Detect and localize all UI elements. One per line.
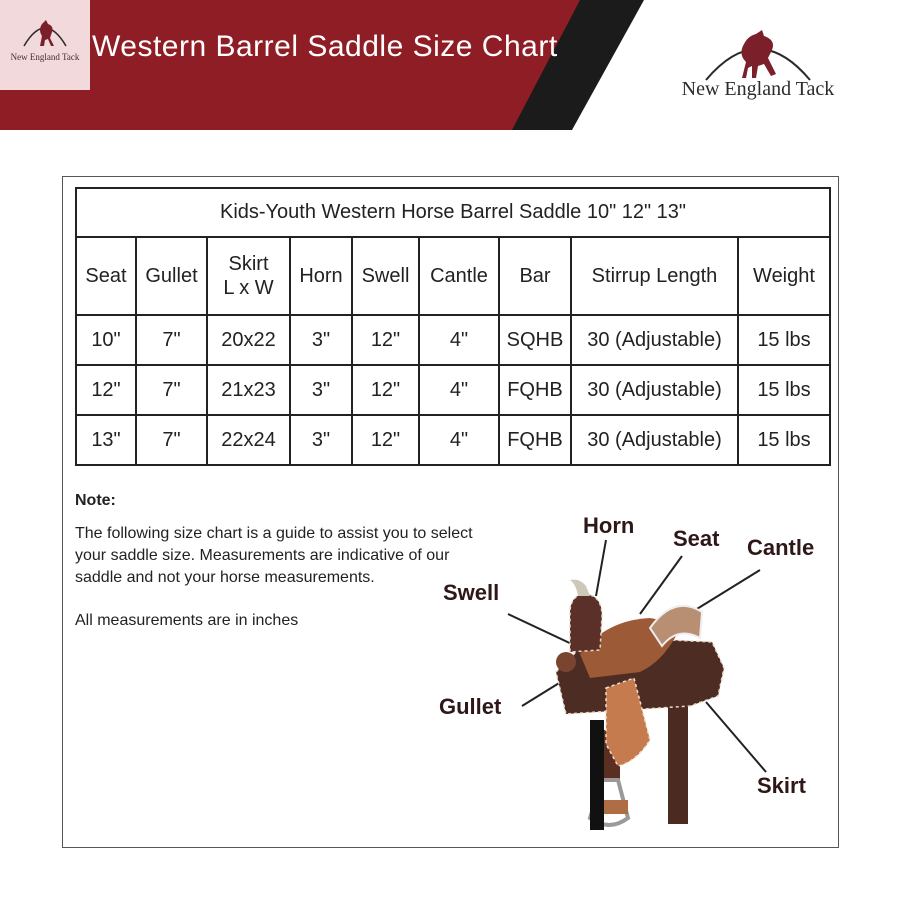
seat-label: Seat — [673, 526, 720, 551]
table-cell: 15 lbs — [738, 365, 830, 415]
gullet-leader-line — [522, 680, 564, 706]
header-weight: Weight — [738, 237, 830, 315]
horse-logo-icon — [20, 16, 70, 52]
note-text: The following size chart is a guide to assist you to select your saddle size. Measurements are indicative of our saddle and not your horse measurements. — [75, 525, 473, 586]
table-cell: 3" — [290, 415, 352, 465]
table-cell: 7" — [136, 315, 207, 365]
header-gullet: Gullet — [136, 237, 207, 315]
skirt-leader-line — [706, 702, 766, 772]
table-header-row — [76, 237, 830, 315]
header-seat: Seat — [76, 237, 136, 315]
saddle-illustration — [430, 500, 800, 840]
table-cell: 7" — [136, 415, 207, 465]
table-cell: FQHB — [499, 365, 571, 415]
table-cell: 12" — [352, 315, 419, 365]
header-stirrup-length: Stirrup Length — [571, 237, 738, 315]
header-cantle: Cantle — [419, 237, 499, 315]
table-cell: 12" — [76, 365, 136, 415]
header-horn: Horn — [290, 237, 352, 315]
table-row — [76, 415, 830, 465]
header-swell: Swell — [352, 237, 419, 315]
seat-leader-line — [640, 556, 682, 614]
table-cell: 30 (Adjustable) — [571, 415, 738, 465]
gullet-label: Gullet — [439, 694, 502, 719]
horn-leader-line — [596, 540, 606, 596]
table-cell: 15 lbs — [738, 415, 830, 465]
page-title: Western Barrel Saddle Size Chart — [92, 30, 558, 63]
cantle-leader-line — [692, 570, 760, 612]
table-cell: 13" — [76, 415, 136, 465]
header-bar: Bar — [499, 237, 571, 315]
table-cell: 4" — [419, 315, 499, 365]
table-cell: 30 (Adjustable) — [571, 365, 738, 415]
table-cell: 4" — [419, 365, 499, 415]
table-caption: Kids-Youth Western Horse Barrel Saddle 10" 12" 13" — [76, 188, 830, 237]
size-table — [75, 187, 831, 466]
table-cell: 30 (Adjustable) — [571, 315, 738, 365]
header-skirt-sub: L x W — [223, 277, 274, 299]
header-banner — [0, 0, 900, 130]
table-cell: 15 lbs — [738, 315, 830, 365]
skirt-label: Skirt — [757, 773, 806, 798]
table-cell: SQHB — [499, 315, 571, 365]
table-cell: 20x22 — [207, 315, 290, 365]
table-cell: 3" — [290, 315, 352, 365]
table-cell: 12" — [352, 415, 419, 465]
cantle-label: Cantle — [747, 535, 815, 560]
table-cell: 3" — [290, 365, 352, 415]
small-brand-logo: New England Tack — [0, 0, 90, 90]
table-cell: FQHB — [499, 415, 571, 465]
table-cell: 12" — [352, 365, 419, 415]
table-row — [76, 315, 830, 365]
horn-label: Horn — [583, 513, 635, 538]
swell-leader-line — [508, 614, 576, 646]
horse-logo-icon — [676, 24, 840, 84]
swell-label: Swell — [443, 580, 500, 605]
table-cell: 22x24 — [207, 415, 290, 465]
note-footer: All measurements are in inches — [75, 612, 299, 629]
table-cell: 4" — [419, 415, 499, 465]
table-row — [76, 365, 830, 415]
brand-logo: New England Tack — [676, 24, 840, 106]
header-skirt: Skirt L x W — [207, 237, 290, 315]
table-cell: 21x23 — [207, 365, 290, 415]
table-cell: 10" — [76, 315, 136, 365]
table-cell: 7" — [136, 365, 207, 415]
note-heading: Note: — [75, 492, 116, 509]
